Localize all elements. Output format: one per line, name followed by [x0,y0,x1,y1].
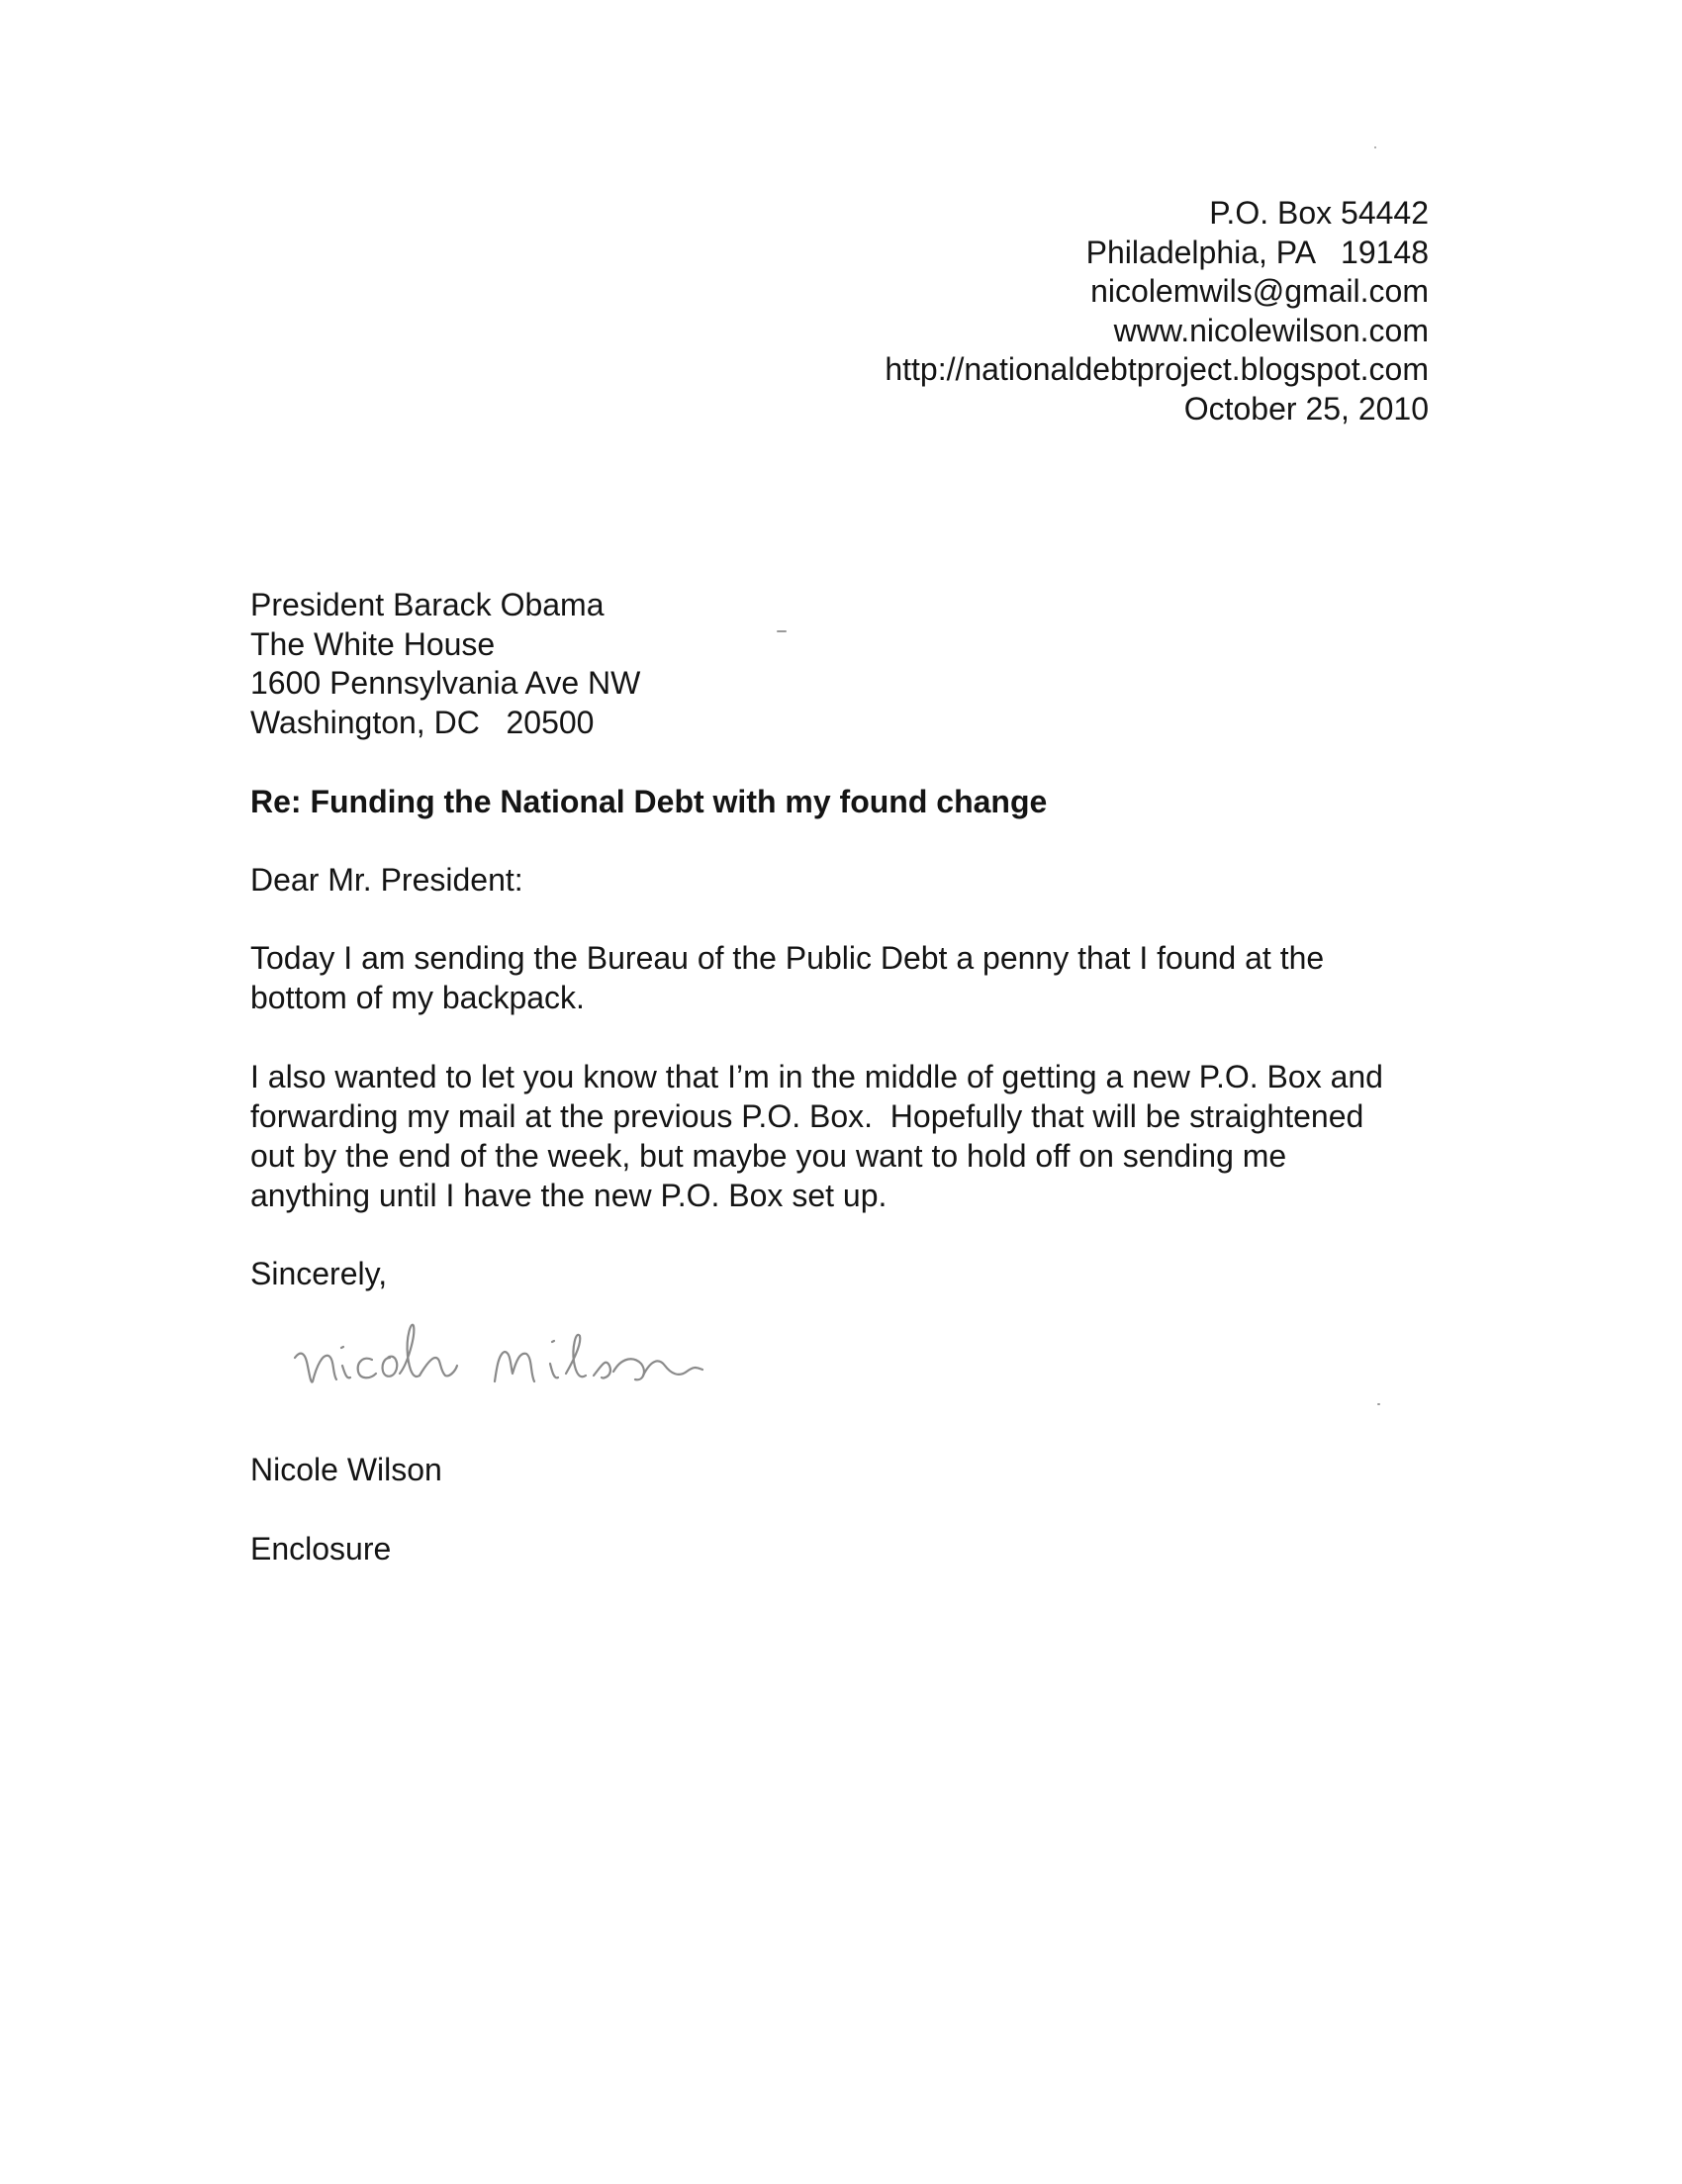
body-paragraph-2-line: I also wanted to let you know that I’m in the middle of getting a new P.O. Box and [250,1059,1383,1094]
body-paragraph-1-line: bottom of my backpack. [250,980,585,1015]
subject-line: Re: Funding the National Debt with my found change [250,784,1048,819]
enclosure-notation: Enclosure [250,1531,392,1567]
scan-speck [777,630,787,632]
sender-website: www.nicolewilson.com [1113,312,1429,348]
sender-city-state-zip: Philadelphia, PA 19148 [1085,234,1429,270]
recipient-organization: The White House [250,625,496,662]
recipient-city-state-zip: Washington, DC 20500 [250,704,595,740]
signer-name: Nicole Wilson [250,1452,442,1487]
body-paragraph-2-line: forwarding my mail at the previous P.O. Box. Hopefully that will be straightened [250,1098,1364,1134]
body-paragraph-1-line: Today I am sending the Bureau of the Public Debt a penny that I found at the [250,940,1325,976]
body-paragraph-2-line: anything until I have the new P.O. Box set up. [250,1178,888,1213]
body-paragraph-2 [250,1057,1438,1215]
letter-date: October 25, 2010 [1183,390,1429,427]
body-paragraph-1 [250,938,1438,1017]
sender-email: nicolemwils@gmail.com [1090,273,1429,309]
sender-address-block [885,194,1429,428]
recipient-name: President Barack Obama [250,587,605,622]
scan-speck [1374,146,1376,148]
sender-po-box: P.O. Box 54442 [1209,195,1429,231]
recipient-address-block [250,586,640,742]
handwritten-signature [287,1296,841,1405]
closing: Sincerely, [250,1256,388,1291]
body-paragraph-2-line: out by the end of the week, but maybe you want to hold off on sending me [250,1138,1287,1174]
salutation: Dear Mr. President: [250,862,523,898]
sender-blog-url: http://nationaldebtproject.blogspot.com [885,351,1429,387]
recipient-street: 1600 Pennsylvania Ave NW [250,665,641,701]
scan-speck [1377,1403,1380,1405]
